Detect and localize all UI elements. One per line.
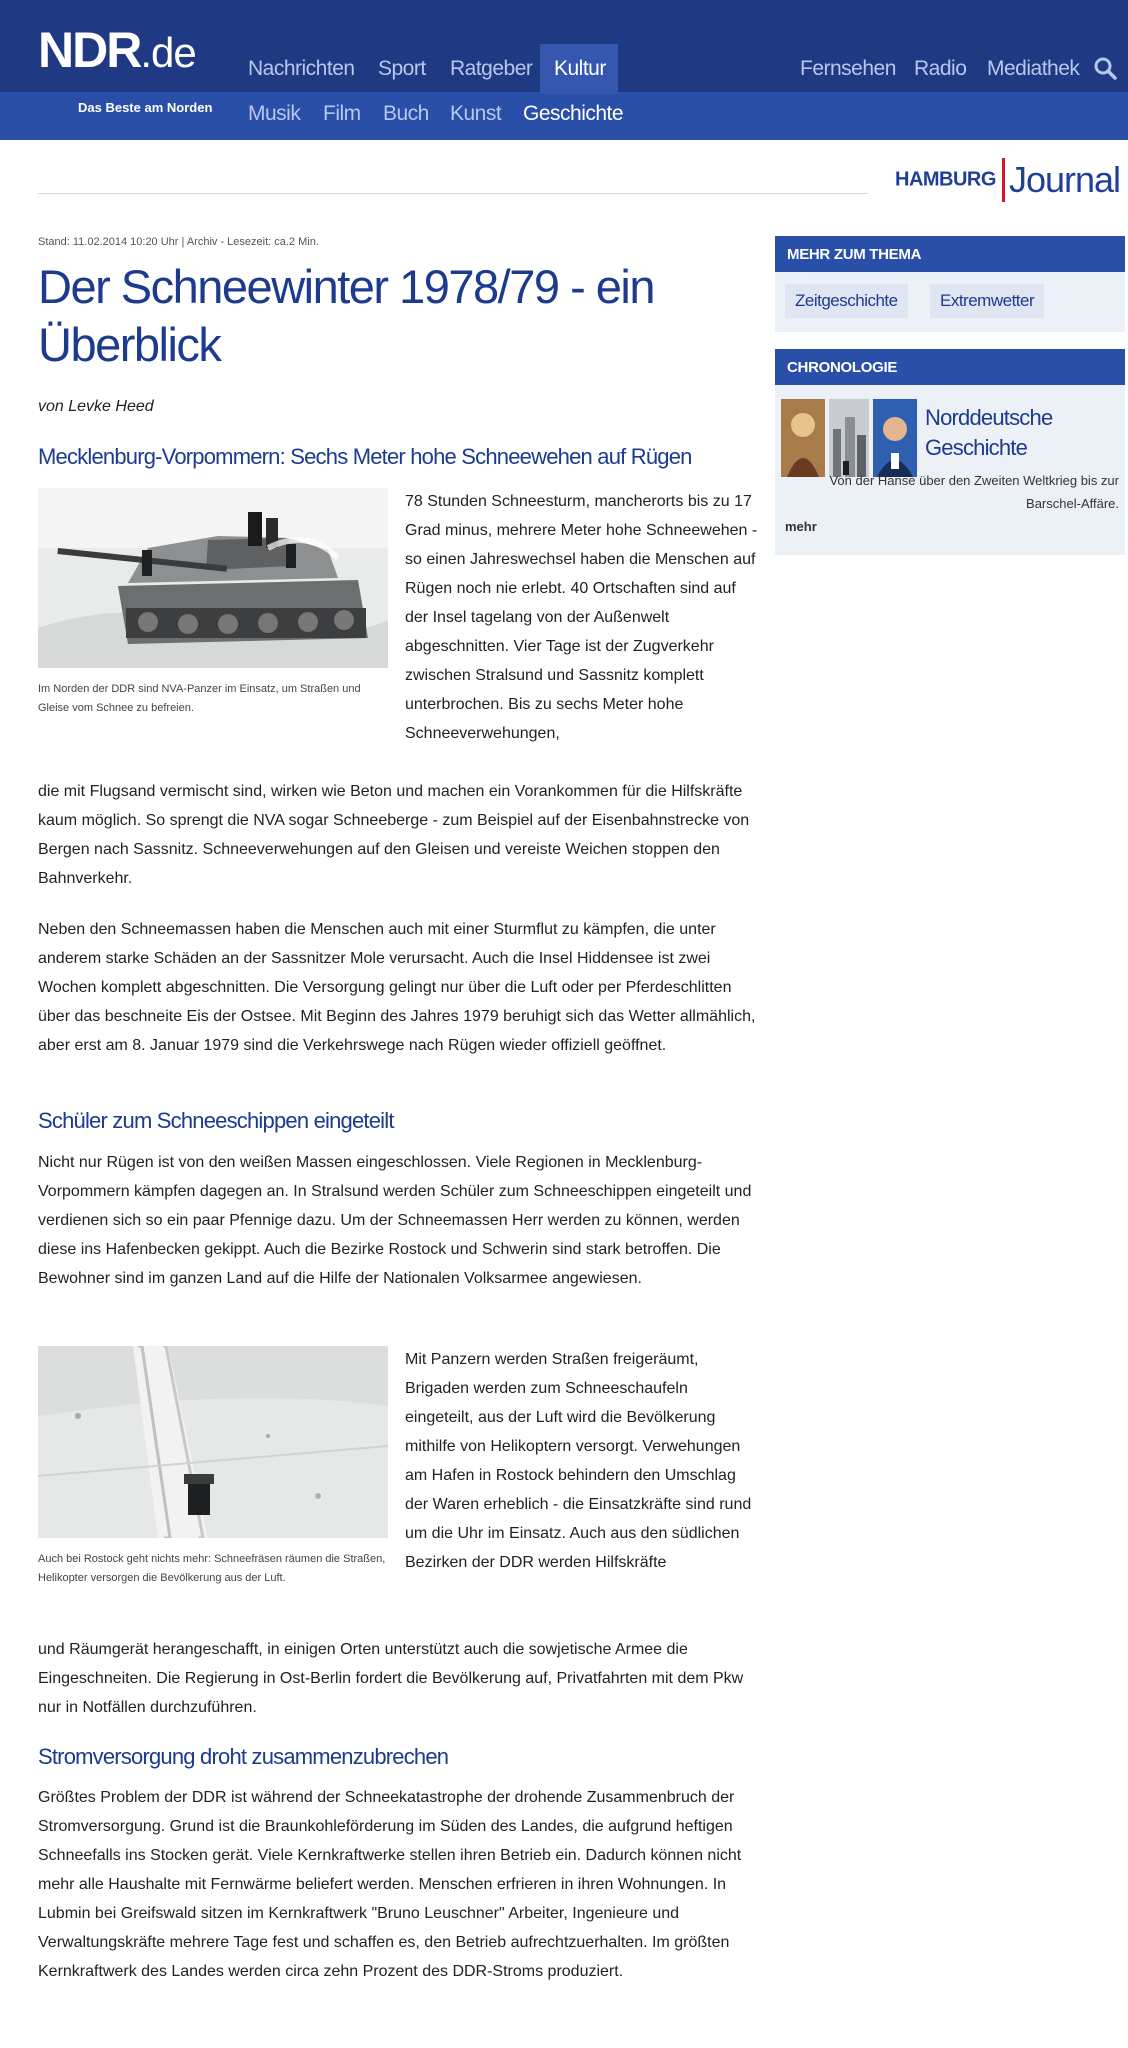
section1-wrap-text: 78 Stunden Schneesturm, mancherorts bis zu 17 Grad minus, mehrere Meter hohe Schneewehen - so einen Jahreswechsel haben die Menschen auf Rügen noch nie erlebt. 40 Ortschaften sind auf der Insel tagelang von der Außenwelt abgeschnitten. Vier Tage ist der Zugverkehr zwischen Stralsund und Sassnitz komplett unterbrochen. Bis zu sechs Meter hohe Schneeverwehungen, bbox=[405, 493, 758, 742]
section3-paragraph1: Größtes Problem der DDR ist während der Schneekatastrophe der drohende Zusammenbruch der Stromversorgung. Grund ist die Braunkohleförderung im Süden des Landes, die aufgrund heftigen Schneefalls ins Stocken gerät. Viele Kernkraftwerke stellen ihren Betrieb ein. Dadurch können nicht mehr alle Haushalte mit Fernwärme beliefert werden. Menschen erfrieren in ihren Wohnungen. In Lubmin bei Greifswald sitzen im Kernkraftwerk "Bruno Leuschner" Arbeiter, Ingenieure und Verwaltungskräfte mehrere Tage fest und schaffen es, den Betrieb aufrechtzuerhalten. Im größten Kernkraftwerk des Landes werden circa zehn Prozent des DDR-Stroms produziert. bbox=[38, 1789, 742, 1980]
sidebar-chrono-header bbox=[775, 349, 1125, 385]
figure-caption-rostock: Auch bei Rostock geht nichts mehr: Schneefräsen räumen die Straßen, Helikopter versorgen die Bevölkerung aus der Luft. bbox=[38, 1553, 386, 1584]
photo-rostock bbox=[38, 1346, 388, 1538]
section2-paragraph1: Nicht nur Rügen ist von den weißen Massen eingeschlossen. Viele Regionen in Mecklenburg-Vorpommern kämpfen dagegen an. In Stralsund werden Schüler zum Schneeschippen eingeteilt und verdienen sich so ein paar Pfennige dazu. Um der Schneemassen Herr werden zu können, werden diese ins Hafenbecken gekippt. Auch die Bezirke Rostock und Schwerin sind stark betroffen. Die Bewohner sind im ganzen Land auf die Hilfe der Nationalen Volksarmee angewiesen. bbox=[38, 1154, 752, 1287]
nav-fernsehen[interactable]: Fernsehen bbox=[800, 57, 896, 80]
chrono-description: Von der Hanse über den Zweiten Weltkrieg bis zur Barschel-Affäre. bbox=[829, 473, 1119, 511]
site-header bbox=[0, 0, 1128, 140]
logo-wordmark bbox=[38, 22, 196, 81]
section2-wrap-text: Mit Panzern werden Straßen freigeräumt, Brigaden werden zum Schneeschaufeln eingeteilt, aus der Luft wird die Bevölkerung mithilfe von Helikoptern versorgt. Verwehungen am Hafen in Rostock behindern den Umschlag der Waren erheblich - die Einsatzkräfte sind rund um die Uhr im Einsatz. Auch aus den südlichen Bezirken der DDR werden Hilfskräfte bbox=[405, 1351, 752, 1571]
rostock-photo-illustration bbox=[38, 1346, 388, 1538]
sidebar-chrono-heading: CHRONOLOGIE bbox=[787, 359, 898, 376]
section-heading-schueler: Schüler zum Schneeschippen eingeteilt bbox=[38, 1108, 394, 1133]
section-heading-strom: Stromversorgung droht zusammenzubrechen bbox=[38, 1744, 449, 1769]
nav-kultur[interactable]: Kultur bbox=[554, 57, 606, 80]
chrono-image-portrait[interactable] bbox=[781, 399, 825, 477]
subnav-film[interactable]: Film bbox=[323, 102, 361, 125]
logo-suffix: .de bbox=[140, 29, 196, 76]
figure-rostock bbox=[38, 1346, 388, 1588]
section-heading-ruegen: Mecklenburg-Vorpommern: Sechs Meter hohe Schneewehen auf Rügen bbox=[38, 444, 692, 469]
figure-caption: Im Norden der DDR sind NVA-Panzer im Einsatz, um Straßen und Gleise vom Schnee zu befreien. bbox=[38, 683, 361, 714]
chrono-image-city[interactable] bbox=[829, 399, 869, 477]
chrono-image-person[interactable] bbox=[873, 399, 917, 477]
journal-word: Journal bbox=[1008, 159, 1121, 200]
figure-tank bbox=[38, 488, 388, 718]
hamburg-journal-logo[interactable] bbox=[895, 158, 1120, 202]
section2-continuation: und Räumgerät herangeschafft, in einigen Orten unterstützt auch die sowjetische Armee die Eingeschneiten. Die Regierung in Ost-Berlin fordert die Bevölkerung auf, Privatfahrten mit dem Pkw nur in Notfällen durchzuführen. bbox=[38, 1641, 744, 1716]
subnav-buch[interactable]: Buch bbox=[383, 102, 429, 125]
nav-sport[interactable]: Sport bbox=[378, 57, 426, 80]
page-title: Der Schneewinter 1978/79 - ein Überblick bbox=[38, 260, 655, 371]
chrono-more-link[interactable]: mehr bbox=[785, 519, 817, 534]
sidebar-thema-header bbox=[775, 236, 1125, 272]
sidebar-thema-heading: MEHR ZUM THEMA bbox=[787, 246, 922, 263]
ndr-logo[interactable] bbox=[38, 22, 218, 122]
tag-extremwetter[interactable]: Extremwetter bbox=[930, 284, 1044, 318]
tank-photo-illustration bbox=[38, 488, 388, 668]
chrono-title-link[interactable]: Norddeutsche Geschichte bbox=[925, 405, 1053, 460]
subnav-kunst[interactable]: Kunst bbox=[450, 102, 502, 125]
sidebar-chrono-box bbox=[775, 385, 1125, 555]
journal-divider bbox=[38, 193, 868, 194]
logo-claim: Das Beste am Norden bbox=[78, 100, 213, 115]
nav-radio[interactable]: Radio bbox=[914, 57, 967, 80]
tag-zeitgeschichte[interactable]: Zeitgeschichte bbox=[785, 284, 908, 318]
nav-mediathek[interactable]: Mediathek bbox=[987, 57, 1080, 80]
logo-main: NDR bbox=[38, 22, 141, 78]
subnav-musik[interactable]: Musik bbox=[248, 102, 301, 125]
journal-red-bar bbox=[1002, 158, 1005, 202]
article-meta: Stand: 11.02.2014 10:20 Uhr | Archiv - Lesezeit: ca.2 Min. bbox=[38, 236, 319, 248]
nav-ratgeber[interactable]: Ratgeber bbox=[450, 57, 533, 80]
sidebar-thema-box bbox=[775, 272, 1125, 332]
nav-nachrichten[interactable]: Nachrichten bbox=[248, 57, 355, 80]
journal-hamburg-text: HAMBURG bbox=[895, 168, 996, 191]
subnav-geschichte[interactable]: Geschichte bbox=[523, 102, 624, 125]
search-icon[interactable] bbox=[1093, 56, 1117, 80]
section1-paragraph2: Neben den Schneemassen haben die Menschen auch mit einer Sturmflut zu kämpfen, die unter anderem starke Schäden an der Sassnitzer Mole verursacht. Auch die Insel Hiddensee ist zwei Wochen komplett abgeschnitten. Die Versorgung gelingt nur über die Luft oder per Pferdeschlitten über das beschneite Eis der Ostsee. Mit Beginn des Jahres 1979 beruhigt sich das Wetter allmählich, aber erst am 8. Januar 1979 sind die Verkehrswege nach Rügen wieder offiziell geöffnet. bbox=[38, 921, 756, 1054]
article-author: von Levke Heed bbox=[38, 398, 154, 415]
section1-continuation: die mit Flugsand vermischt sind, wirken wie Beton und machen ein Vorankommen für die Hilfskräfte kaum möglich. So sprengt die NVA sogar Schneeberge - zum Beispiel auf der Eisenbahnstrecke von Bergen nach Sassnitz. Schneeverwehungen auf den Gleisen und vereiste Weichen stoppen den Bahnverkehr. bbox=[38, 783, 750, 887]
photo-tank bbox=[38, 488, 388, 668]
